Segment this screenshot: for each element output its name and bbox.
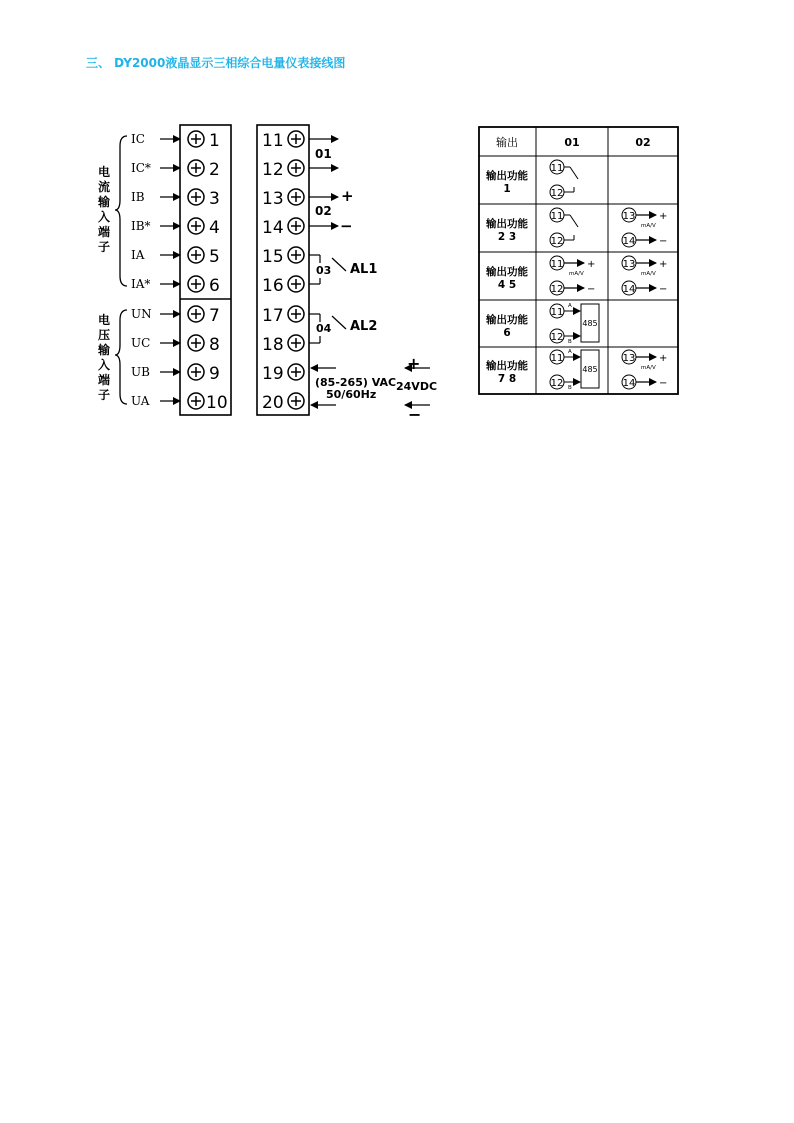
- terminal-12: [262, 160, 304, 180]
- group-label-char: 电: [97, 165, 111, 179]
- current-input-group: [97, 136, 127, 286]
- terminal-label-2: IC*: [131, 161, 151, 175]
- output-02-plus: +: [341, 187, 354, 205]
- line-a-mark: A: [568, 303, 572, 309]
- terminal-number-18: 18: [262, 335, 284, 355]
- terminal-number-16: 16: [262, 276, 284, 296]
- terminal-number-11: 11: [262, 131, 284, 151]
- terminal-number-19: 19: [262, 364, 284, 384]
- group-label-char: 子: [97, 388, 111, 402]
- plus-mark: +: [659, 259, 668, 270]
- terminal-number-14: 14: [262, 218, 284, 238]
- terminal-13-mark: 13: [622, 211, 636, 222]
- brace-icon: [115, 310, 127, 404]
- unit-mark: mA/V: [641, 365, 656, 371]
- unit-mark: mA/V: [641, 271, 656, 277]
- terminal-11: [262, 131, 304, 151]
- al1-label: AL1: [350, 262, 378, 277]
- line-a-mark: A: [568, 349, 572, 355]
- analog-output-row3-01: [550, 256, 595, 295]
- row-function-label: 输出功能: [486, 218, 528, 230]
- terminal-number-20: 20: [262, 393, 284, 413]
- power-dc-label: 24VDC: [396, 380, 438, 393]
- terminal-11-mark: 11: [550, 163, 564, 174]
- row-function-label: 输出功能: [486, 266, 528, 278]
- terminal-number-12: 12: [262, 160, 284, 180]
- analog-output-row2-02: [622, 208, 667, 247]
- group-label-char: 子: [97, 240, 111, 254]
- row-function-number: 2 3: [497, 231, 517, 243]
- rs485-row4: [550, 303, 599, 345]
- group-label-char: 入: [97, 358, 111, 372]
- terminal-number-8: 8: [209, 335, 220, 355]
- terminal-number-6: 6: [209, 276, 220, 296]
- minus-mark: −: [659, 284, 668, 295]
- table-header-01: 01: [564, 136, 580, 149]
- left-terminal-block: [131, 125, 231, 415]
- group-label-char: 端: [97, 225, 111, 239]
- terminal-19: [262, 364, 304, 384]
- terminal-12-mark: 12: [550, 378, 564, 389]
- terminal-9: [131, 364, 220, 384]
- table-row: [485, 169, 528, 195]
- page-title: 三、 DY2000液晶显示三相综合电量仪表接线图: [86, 56, 346, 70]
- group-label-char: 输: [97, 343, 111, 357]
- right-terminal-block: [257, 125, 309, 415]
- table-header-output: 输出: [496, 136, 518, 149]
- group-label-char: 流: [97, 180, 111, 194]
- terminal-number-7: 7: [209, 306, 220, 326]
- terminal-label-10: UA: [131, 394, 150, 408]
- brace-icon: [115, 136, 127, 286]
- terminal-12-mark: 12: [550, 188, 564, 199]
- terminal-number-5: 5: [209, 247, 220, 267]
- terminal-14-mark: 14: [622, 236, 636, 247]
- terminal-number-3: 3: [209, 189, 220, 209]
- group-label-char: 电: [97, 313, 111, 327]
- relay-03-label: 03: [316, 264, 332, 277]
- terminal-8: [131, 335, 220, 355]
- table-row: [485, 217, 528, 243]
- rs485-label: 485: [582, 319, 598, 328]
- group-label-char: 入: [97, 210, 111, 224]
- terminal-number-9: 9: [209, 364, 220, 384]
- rs485-label: 485: [582, 365, 598, 374]
- plus-mark: +: [659, 353, 668, 364]
- row-function-number: 4 5: [497, 279, 517, 291]
- terminal-13: [262, 189, 304, 209]
- terminal-3: [131, 189, 220, 209]
- power-ac-range: (85-265) VAC: [315, 376, 397, 389]
- terminal-15: [262, 247, 304, 267]
- terminal-number-4: 4: [209, 218, 220, 238]
- table-header-02: 02: [635, 136, 651, 149]
- analog-output-row5-02: [622, 350, 667, 389]
- table-row: [485, 265, 528, 291]
- terminal-17: [262, 306, 304, 326]
- terminal-11-mark: 11: [550, 353, 564, 364]
- terminal-label-4: IB*: [131, 219, 151, 233]
- rs485-row5: [550, 349, 599, 391]
- unit-mark: mA/V: [569, 271, 584, 277]
- row-function-label: 输出功能: [486, 360, 528, 372]
- line-b-mark: B: [568, 385, 572, 391]
- output-01-wiring: [309, 139, 338, 168]
- terminal-label-7: UN: [131, 307, 152, 321]
- minus-mark: −: [659, 236, 668, 247]
- power-supply: [311, 354, 437, 424]
- terminal-18: [262, 335, 304, 355]
- minus-mark: −: [659, 378, 668, 389]
- terminal-label-5: IA: [131, 248, 145, 262]
- output-function-table: [479, 127, 678, 394]
- relay-al1: [309, 255, 377, 284]
- terminal-label-9: UB: [131, 365, 150, 379]
- terminal-label-3: IB: [131, 190, 145, 204]
- relay-symbol-row2: [550, 208, 578, 247]
- terminal-12-mark: 12: [550, 236, 564, 247]
- terminal-11-mark: 11: [550, 307, 564, 318]
- terminal-1: [131, 131, 220, 151]
- line-b-mark: B: [568, 339, 572, 345]
- terminal-14-mark: 14: [622, 284, 636, 295]
- group-label-char: 端: [97, 373, 111, 387]
- table-row: [485, 313, 528, 339]
- terminal-6: [131, 276, 220, 296]
- terminal-2: [131, 160, 220, 180]
- voltage-input-group: [97, 310, 127, 404]
- terminal-13-mark: 13: [622, 353, 636, 364]
- terminal-7: [131, 306, 220, 326]
- terminal-number-17: 17: [262, 306, 284, 326]
- row-function-number: 7 8: [497, 373, 517, 385]
- relay-04-label: 04: [316, 322, 332, 335]
- terminal-12-mark: 12: [550, 284, 564, 295]
- terminal-12-mark: 12: [550, 332, 564, 343]
- output-02-wiring: [309, 187, 354, 235]
- terminal-number-10: 10: [206, 393, 228, 413]
- plus-mark: +: [659, 211, 668, 222]
- table-row: [485, 359, 528, 385]
- minus-mark: −: [587, 284, 596, 295]
- group-label-char: 输: [97, 195, 111, 209]
- terminal-5: [131, 247, 220, 267]
- terminal-16: [262, 276, 304, 296]
- terminal-number-15: 15: [262, 247, 284, 267]
- relay-symbol-row1: [550, 160, 578, 199]
- terminal-label-1: IC: [131, 132, 145, 146]
- terminal-11-mark: 11: [550, 211, 564, 222]
- output-01-label: 01: [315, 147, 332, 161]
- unit-mark: mA/V: [641, 223, 656, 229]
- terminal-label-6: IA*: [131, 277, 151, 291]
- dc-plus: +: [407, 354, 421, 373]
- row-function-number: 1: [503, 183, 511, 195]
- relay-al2: [309, 314, 377, 343]
- output-02-minus: −: [340, 217, 353, 235]
- terminal-number-1: 1: [209, 131, 220, 151]
- terminal-number-13: 13: [262, 189, 284, 209]
- al2-label: AL2: [350, 319, 378, 334]
- dc-minus: −: [408, 405, 422, 424]
- row-function-number: 6: [503, 327, 511, 339]
- analog-output-row3-02: [622, 256, 667, 295]
- terminal-4: [131, 218, 220, 238]
- terminal-20: [262, 393, 304, 413]
- terminal-number-2: 2: [209, 160, 220, 180]
- row-function-label: 输出功能: [486, 314, 528, 326]
- output-02-label: 02: [315, 204, 332, 218]
- terminal-14: [262, 218, 304, 238]
- terminal-13-mark: 13: [622, 259, 636, 270]
- group-label-char: 压: [97, 328, 111, 342]
- terminal-11-mark: 11: [550, 259, 564, 270]
- power-ac-freq: 50/60Hz: [326, 388, 377, 401]
- plus-mark: +: [587, 259, 596, 270]
- terminal-label-8: UC: [131, 336, 151, 350]
- row-function-label: 输出功能: [486, 170, 528, 182]
- terminal-14-mark: 14: [622, 378, 636, 389]
